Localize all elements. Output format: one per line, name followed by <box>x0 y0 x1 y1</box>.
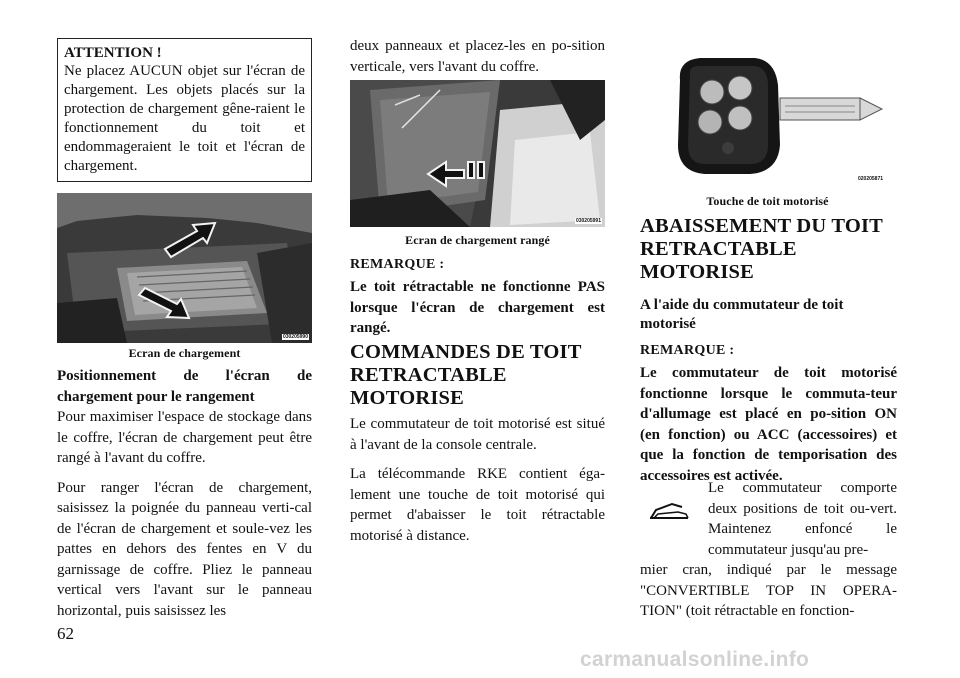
warning-title: ATTENTION ! <box>64 45 162 61</box>
cargo-screen-illustration <box>57 193 312 343</box>
section2 <box>640 215 897 486</box>
key-fob-icon <box>660 50 895 180</box>
switch-para-indented: Le commutateur comporte deux positions de toit ou-vert. Maintenez enfoncé le commutateur jusqu'au pre- <box>708 480 897 558</box>
note2-label: REMARQUE : <box>640 343 735 358</box>
section2-subtitle: A l'aide du commutateur de toit motorisé <box>640 297 844 332</box>
section2-title: ABAISSEMENT DU TOIT RETRACTABLE MOTORISE <box>640 215 883 283</box>
stow-heading: Positionnement de l'écran de chargement pour le rangement <box>57 368 312 405</box>
figure1-caption: Ecran de chargement <box>128 346 241 360</box>
figure3-code: 020205871 <box>858 176 884 182</box>
section1-para-2: La télécommande RKE contient éga-lement une touche de toit motorisé qui permet d'abaisser le toit rétractable motorisé à distance. <box>350 466 605 544</box>
key-fob-figure <box>660 50 895 190</box>
note1 <box>350 257 605 339</box>
section1 <box>350 341 605 546</box>
switch-para-cont: mier cran, indiqué par le message "CONVERTIBLE TOP IN OPERA-TION" (toit rétractable en fonction- <box>640 562 897 619</box>
page-number: 62 <box>57 624 74 643</box>
warning-text: Ne placez AUCUN objet sur l'écran de chargement. Les objets placés sur la protection de chargement gêne-raient le fonctionnement du toit et endommageraient le toit et l'écran de chargement. <box>64 63 305 174</box>
convertible-top-icon <box>648 500 690 524</box>
cargo-screen-stowed-photo <box>350 80 605 227</box>
note2-text: Le commutateur de toit motorisé fonctionne lorsque le commuta-teur d'allumage est placé en po-sition ON (en fonction) ou ACC (accessoires) et que la fonction de temporisation des accessoires est activée. <box>640 365 897 484</box>
col2-top-text: deux panneaux et placez-les en po-sition verticale, vers l'avant du coffre. <box>350 38 605 75</box>
stow-section <box>57 366 312 621</box>
warning-box <box>57 38 312 182</box>
section1-para-1: Le commutateur de toit motorisé est situé à l'avant de la console centrale. <box>350 416 605 453</box>
figure2-code: 030205991 <box>575 218 601 224</box>
note1-label: REMARQUE : <box>350 257 445 272</box>
figure1-code: 030205990 <box>282 334 308 340</box>
cargo-screen-stowed-illustration <box>350 80 605 227</box>
watermark: carmanualsonline.info <box>580 648 810 671</box>
note1-text: Le toit rétractable ne fonctionne PAS lorsque l'écran de chargement est rangé. <box>350 279 605 336</box>
section1-title: COMMANDES DE TOIT RETRACTABLE MOTORISE <box>350 341 582 409</box>
cargo-screen-photo <box>57 193 312 343</box>
stow-para-2: Pour ranger l'écran de chargement, saisissez la poignée du panneau verti-cal de l'écran de chargement et soule-vez les pattes en dehors des fentes en V du garnissage de coffre. Pliez le panneau vertical vers l'avant sur le panneau horizontal, puis saisissez les <box>57 479 312 619</box>
figure3-caption: Touche de toit motorisé <box>706 194 829 208</box>
stow-para-1: Pour maximiser l'espace de stockage dans le coffre, l'écran de chargement peut être rangé à l'avant du coffre. <box>57 409 312 466</box>
figure2-caption: Ecran de chargement rangé <box>405 233 550 247</box>
